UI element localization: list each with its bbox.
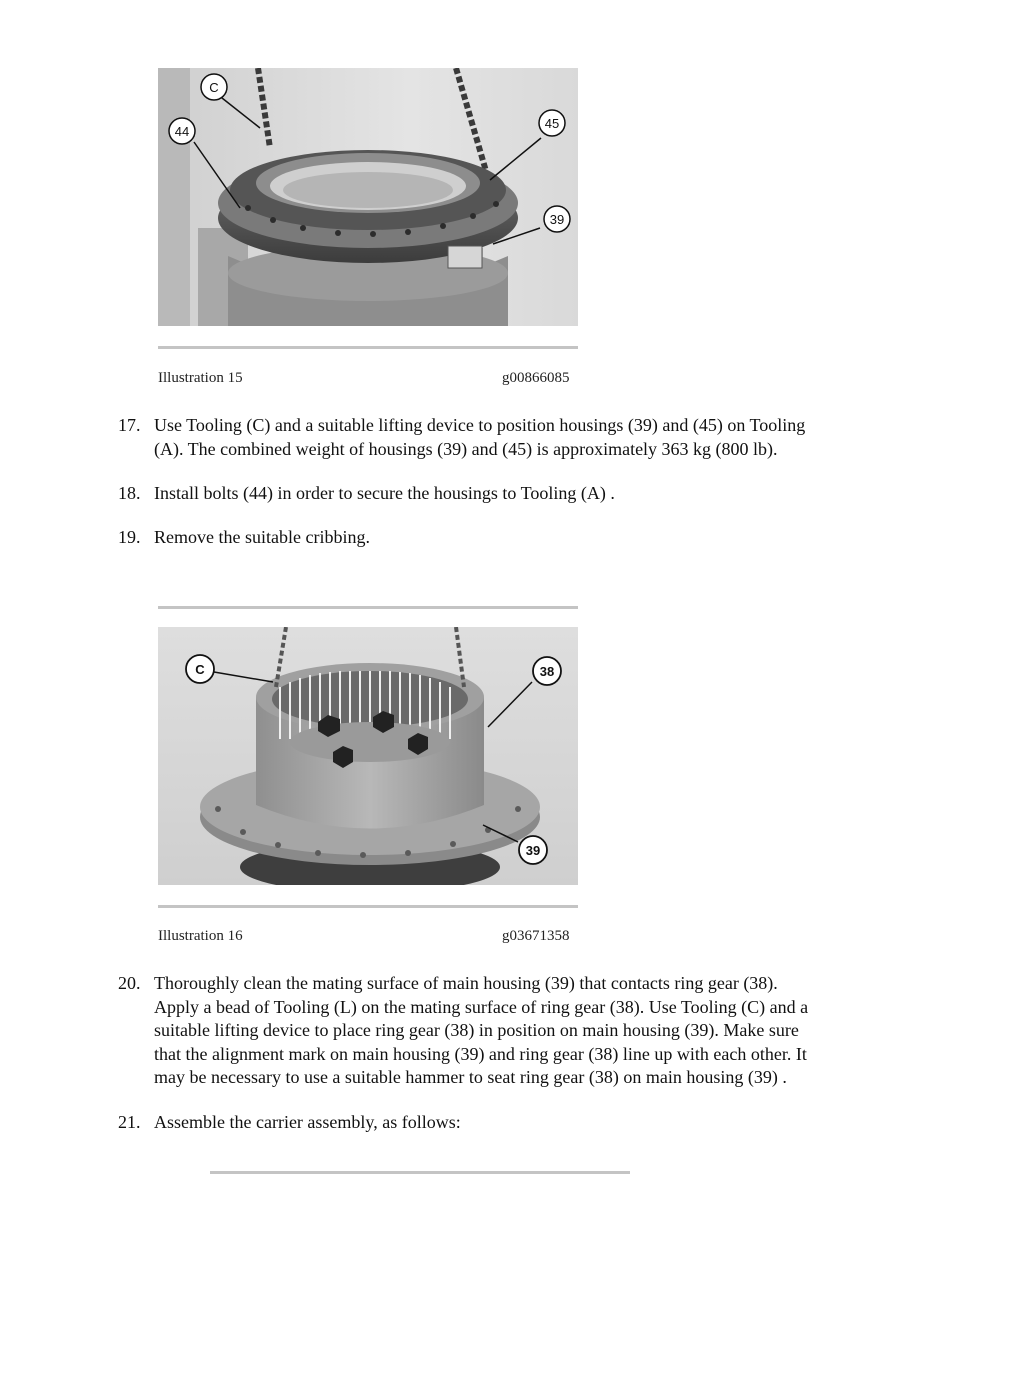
step-text-line: Apply a bead of Tooling (L) on the mating surface of ring gear (38). Use Tooling (C) and a xyxy=(154,996,809,1017)
step-number: 18. xyxy=(118,483,141,503)
step-number: 20. xyxy=(118,973,141,993)
callout-39: 39 xyxy=(525,843,541,858)
figure-code: g03671358 xyxy=(502,928,570,944)
step-text-line: suitable lifting device to place ring gear (38) in position on main housing (39). Make sure xyxy=(154,1020,799,1040)
figure-divider xyxy=(158,346,578,349)
callout-39: 39 xyxy=(549,212,565,227)
step-text-line: Use Tooling (C) and a suitable lifting device to position housings (39) and (45) on Tooling xyxy=(154,415,806,435)
callout-c: C xyxy=(209,80,219,95)
illustration-16-photo xyxy=(158,627,578,885)
step-text-line: Remove the suitable cribbing. xyxy=(154,527,370,547)
callout-45: 45 xyxy=(544,116,560,131)
callout-44: 44 xyxy=(174,124,190,139)
step-number: 21. xyxy=(118,1112,141,1132)
step-text-line: may be necessary to use a suitable hammer to seat ring gear (38) on main housing (39) . xyxy=(154,1067,787,1087)
figure-divider xyxy=(158,905,578,908)
figure-divider xyxy=(210,1171,630,1174)
figure-divider xyxy=(158,606,578,609)
figure-caption: Illustration 15 xyxy=(158,370,243,386)
illustration-15-photo xyxy=(158,68,578,326)
step-text-line: Install bolts (44) in order to secure the housings to Tooling (A) . xyxy=(154,483,615,503)
callout-c: C xyxy=(195,662,205,677)
step-text-line: Thoroughly clean the mating surface of main housing (39) that contacts ring gear (38). xyxy=(154,973,778,993)
figure-code: g00866085 xyxy=(502,370,570,386)
step-number: 17. xyxy=(118,415,141,435)
callout-38: 38 xyxy=(539,664,555,679)
step-text-line: (A). The combined weight of housings (39) and (45) is approximately 363 kg (800 lb). xyxy=(154,438,778,459)
step-number: 19. xyxy=(118,527,141,547)
step-text-line: that the alignment mark on main housing (39) and ring gear (38) line up with each other. It xyxy=(154,1043,807,1064)
step-text-line: Assemble the carrier assembly, as follows: xyxy=(154,1112,461,1132)
figure-caption: Illustration 16 xyxy=(158,928,243,944)
